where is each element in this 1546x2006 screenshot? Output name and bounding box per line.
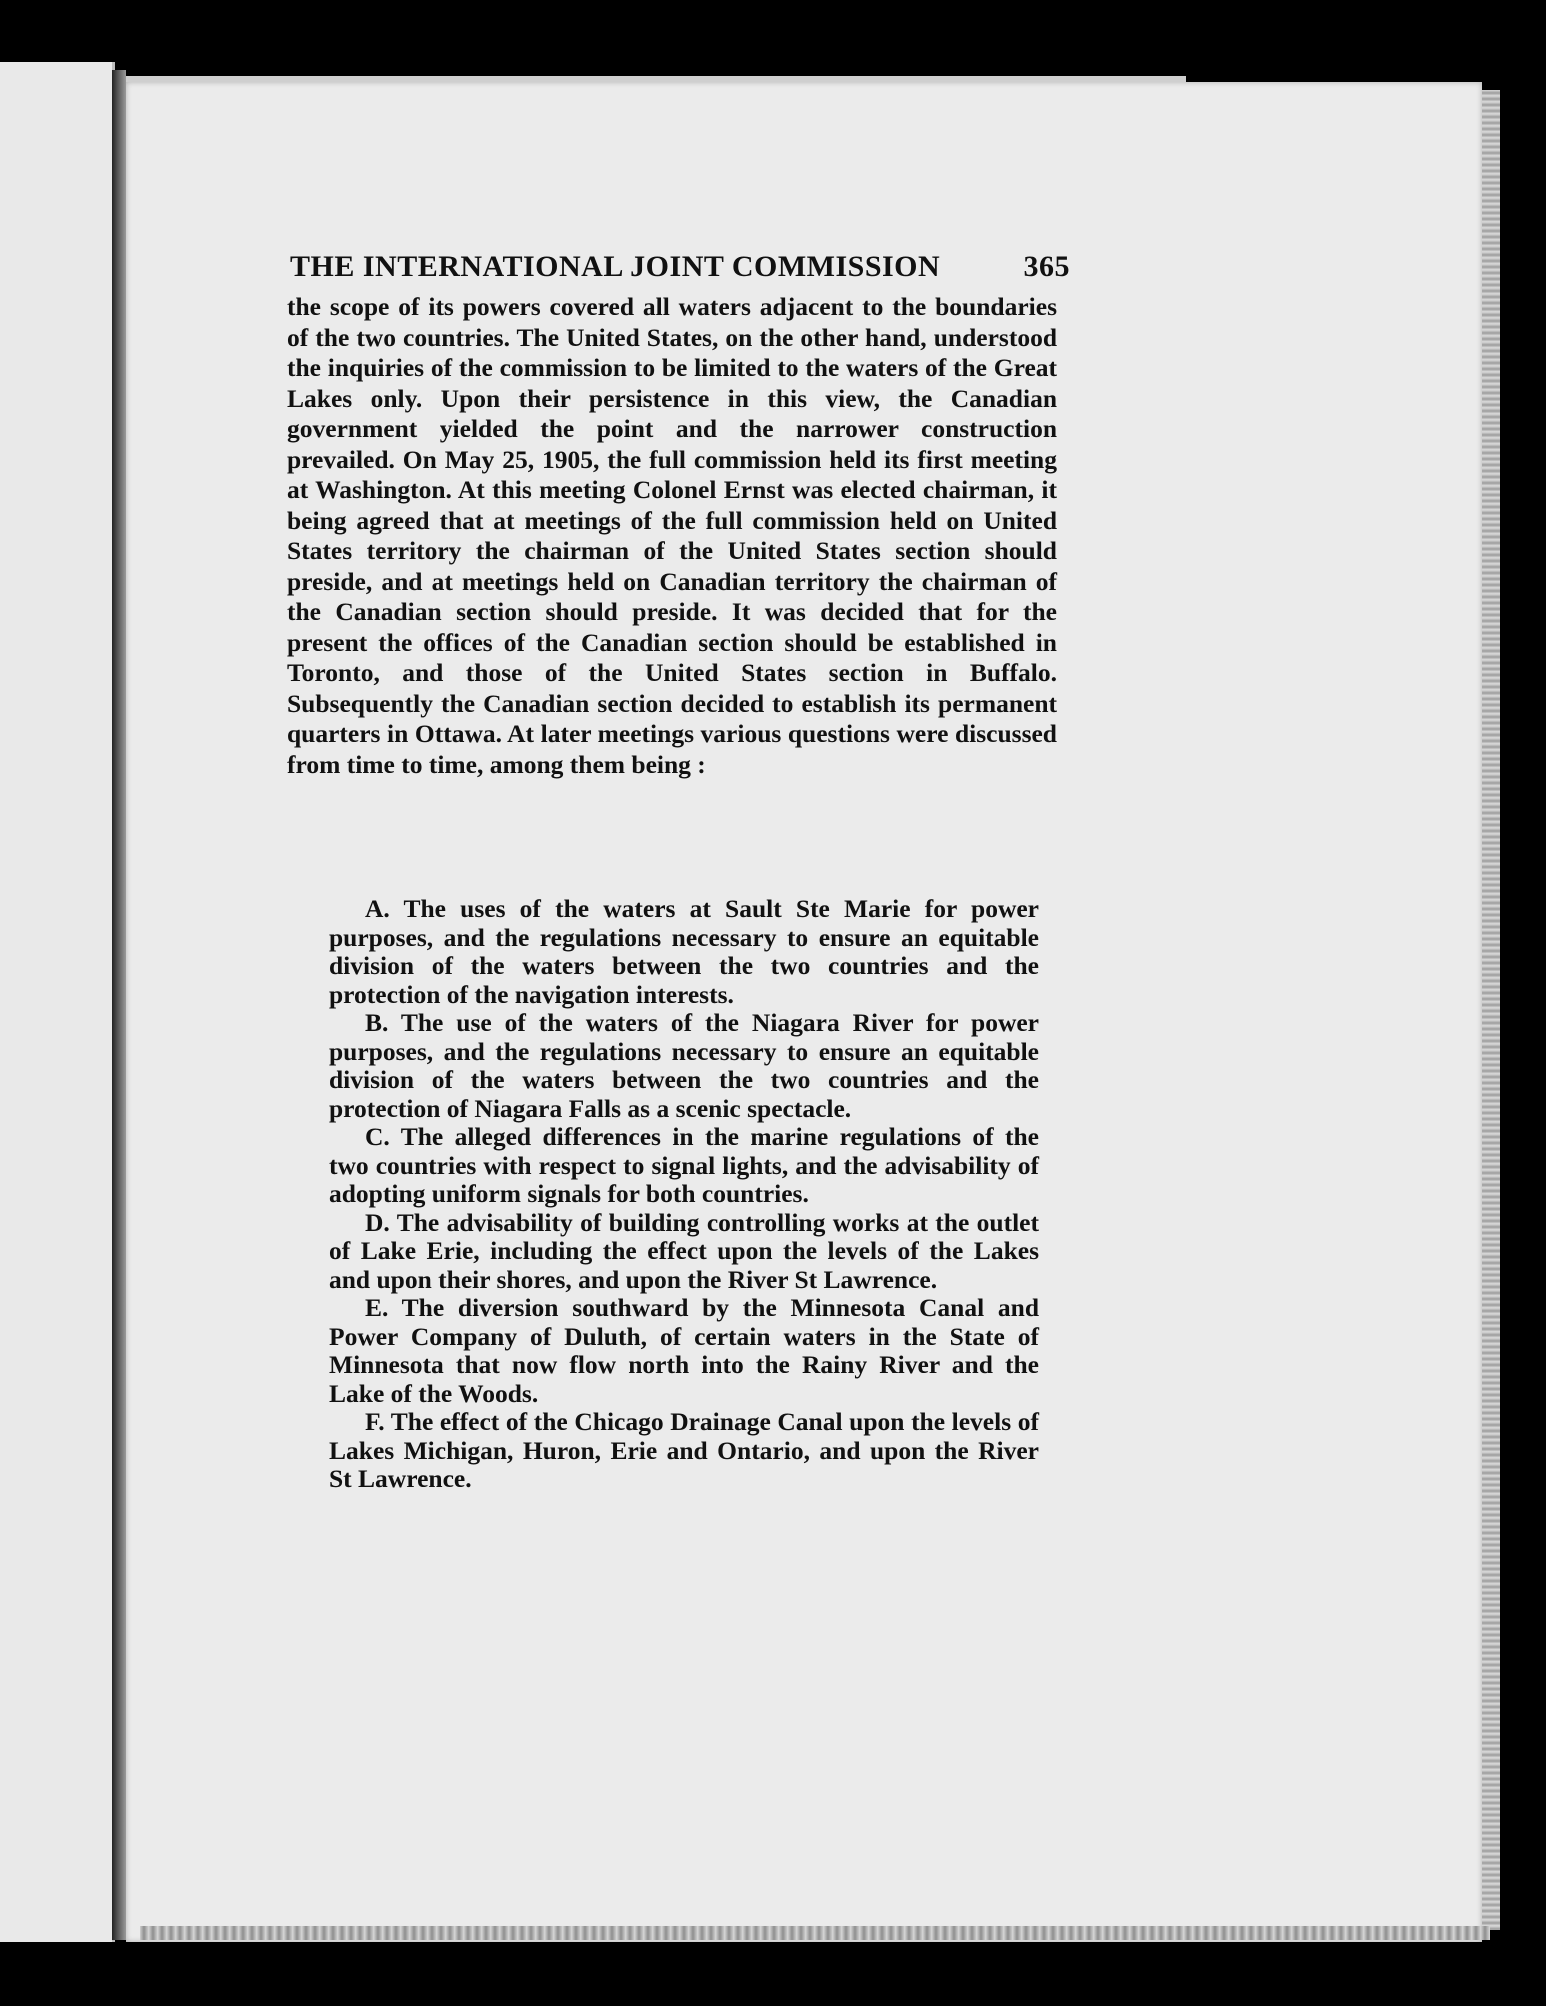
list-item-a: A. The uses of the waters at Sault Ste Marie for power purposes, and the regulations necessary to ensure an equitable division of the waters between the two countries and the protection of the navigation interests. bbox=[329, 894, 1039, 1009]
running-header bbox=[290, 250, 1070, 284]
body-paragraph: the scope of its powers covered all waters adjacent to the boundaries of the two countries. The United States, on the other hand, understood the inquiries of the commission to be limited to the waters of the Great Lakes only. Upon their persistence in this view, the Canadian government yielded the point and the narrower construction prevailed. On May 25, 1905, the full commission held its first meeting at Washington. At this meeting Colonel Ernst was elected chairman, it being agreed that at meetings of the full commission held on United States territory the chairman of the United States section should preside, and at meetings held on Canadian territory the chairman of the Canadian section should preside. It was decided that for the present the offices of the Canadian section should be established in Toronto, and those of the United States section in Buffalo. Subsequently the Canadian section decided to establish its permanent quarters in Ottawa. At later meetings various questions were discussed from time to time, among them being : bbox=[287, 292, 1057, 779]
question-list bbox=[329, 895, 1039, 1494]
page-number: 365 bbox=[1023, 250, 1070, 283]
page-bottom-edge bbox=[140, 1926, 1490, 1940]
list-item-e: E. The diversion southward by the Minnesota Canal and Power Company of Duluth, of certain waters in the State of Minnesota that now flow north into the Rainy River and the Lake of the Woods. bbox=[329, 1293, 1039, 1408]
binding-gutter bbox=[112, 70, 126, 1940]
list-item-b: B. The use of the waters of the Niagara River for power purposes, and the regulations necessary to ensure an equitable division of the waters between the two countries and the protection of Niagara Falls as a scenic spectacle. bbox=[329, 1008, 1039, 1123]
facing-page-edge bbox=[0, 62, 115, 1942]
list-item-f: F. The effect of the Chicago Drainage Canal upon the levels of Lakes Michigan, Huron, Erie and Ontario, and upon the River St Lawrence. bbox=[329, 1407, 1039, 1493]
page-fore-edge bbox=[1482, 90, 1500, 1930]
main-paragraph-block bbox=[287, 292, 1057, 780]
list-item-d: D. The advisability of building controlling works at the outlet of Lake Erie, including the effect upon the levels of the Lakes and upon their shores, and upon the River St Lawrence. bbox=[329, 1207, 1039, 1294]
running-title: THE INTERNATIONAL JOINT COMMISSION bbox=[290, 250, 941, 283]
list-item-c: C. The alleged differences in the marine regulations of the two countries with respect to signal lights, and the advisability of adopting uniform signals for both countries. bbox=[329, 1122, 1039, 1208]
